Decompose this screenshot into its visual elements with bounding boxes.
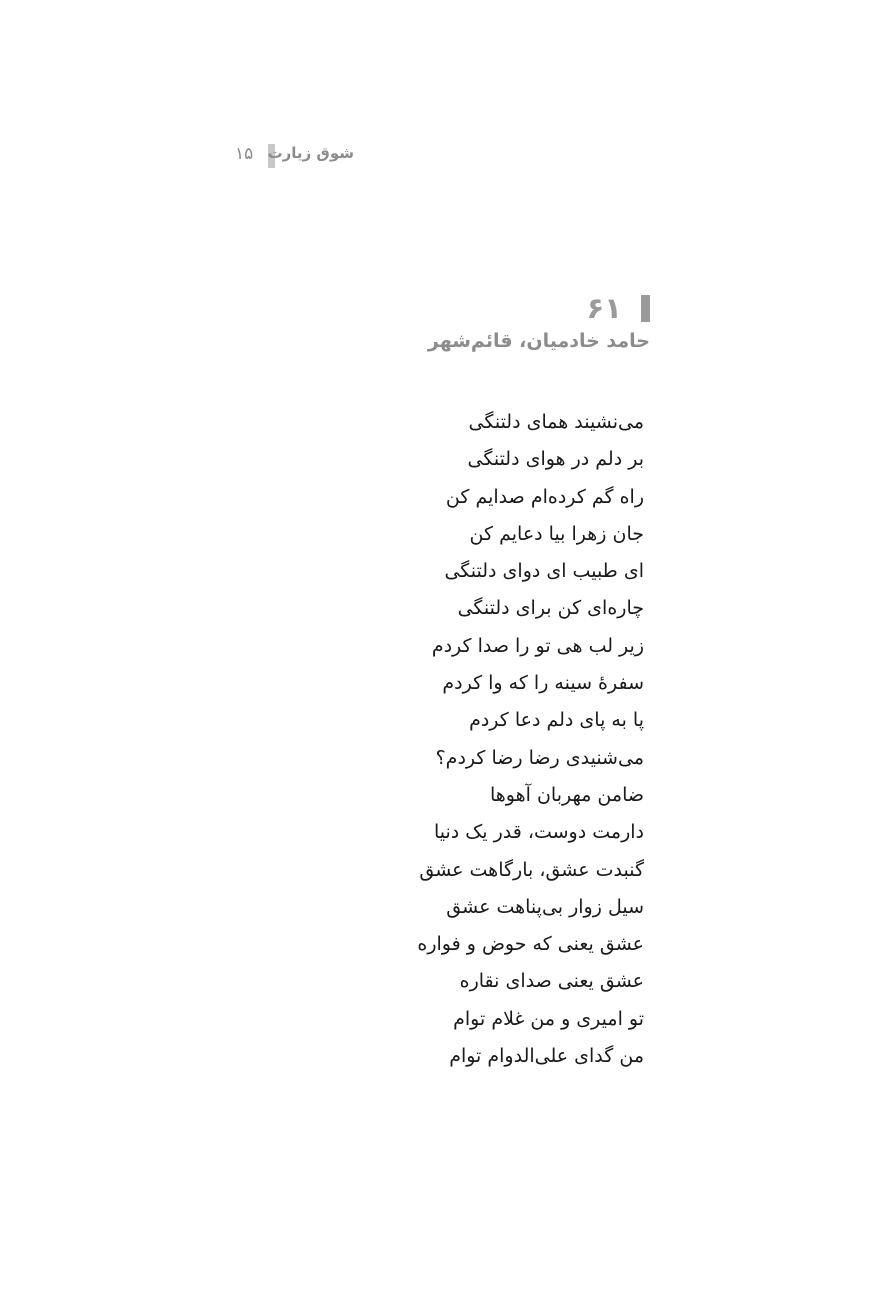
verse-line: عشق یعنی صدای نقاره — [459, 970, 644, 993]
verse-line: من گدای علی‌الدوام توام — [449, 1045, 644, 1068]
poem-verses — [230, 404, 650, 1075]
verse-line: تو امیری و من غلام توام — [453, 1007, 644, 1030]
verse-line: می‌شنیدی رضا رضا کردم؟ — [435, 746, 644, 769]
poem-block — [230, 290, 650, 1075]
running-header — [232, 140, 358, 170]
book-title: شوق زیارت — [267, 144, 354, 162]
verse-line: چاره‌ای کن برای دلتنگی — [457, 597, 644, 620]
verse-line: گنبدت عشق، بارگاهت عشق — [419, 858, 644, 881]
verse-line: ضامن مهربان آهوها — [489, 783, 644, 806]
verse-line: جان زهرا بیا دعایم کن — [469, 522, 644, 545]
poem-number: ۶۱ — [586, 291, 622, 325]
verse-line: می‌نشیند همای دلتنگی — [468, 411, 644, 433]
verse-line: راه گم کرده‌ام صدایم کن — [445, 485, 644, 508]
poem-number-row — [230, 290, 650, 328]
verse-line: سفرهٔ سینه را که وا کردم — [442, 672, 644, 695]
verse-line: زیر لب هی تو را صدا کردم — [431, 634, 644, 657]
verse-line: سیل زوار بی‌پناهت عشق — [446, 895, 644, 918]
verse-line: ای طبیب ای دوای دلتنگی — [444, 560, 644, 583]
poet-name: حامد خادمیان، قائم‌شهر — [427, 330, 650, 352]
poem-number-bar — [641, 295, 650, 322]
verse-line: دارمت دوست، قدر یک دنیا — [433, 821, 644, 844]
page-number: ۱۵ — [235, 144, 254, 164]
verse-line: پا به پای دلم دعا کردم — [469, 709, 644, 732]
verse-line: بر دلم در هوای دلتنگی — [467, 448, 644, 471]
verse-line: عشق یعنی که حوض و فواره — [417, 933, 644, 956]
